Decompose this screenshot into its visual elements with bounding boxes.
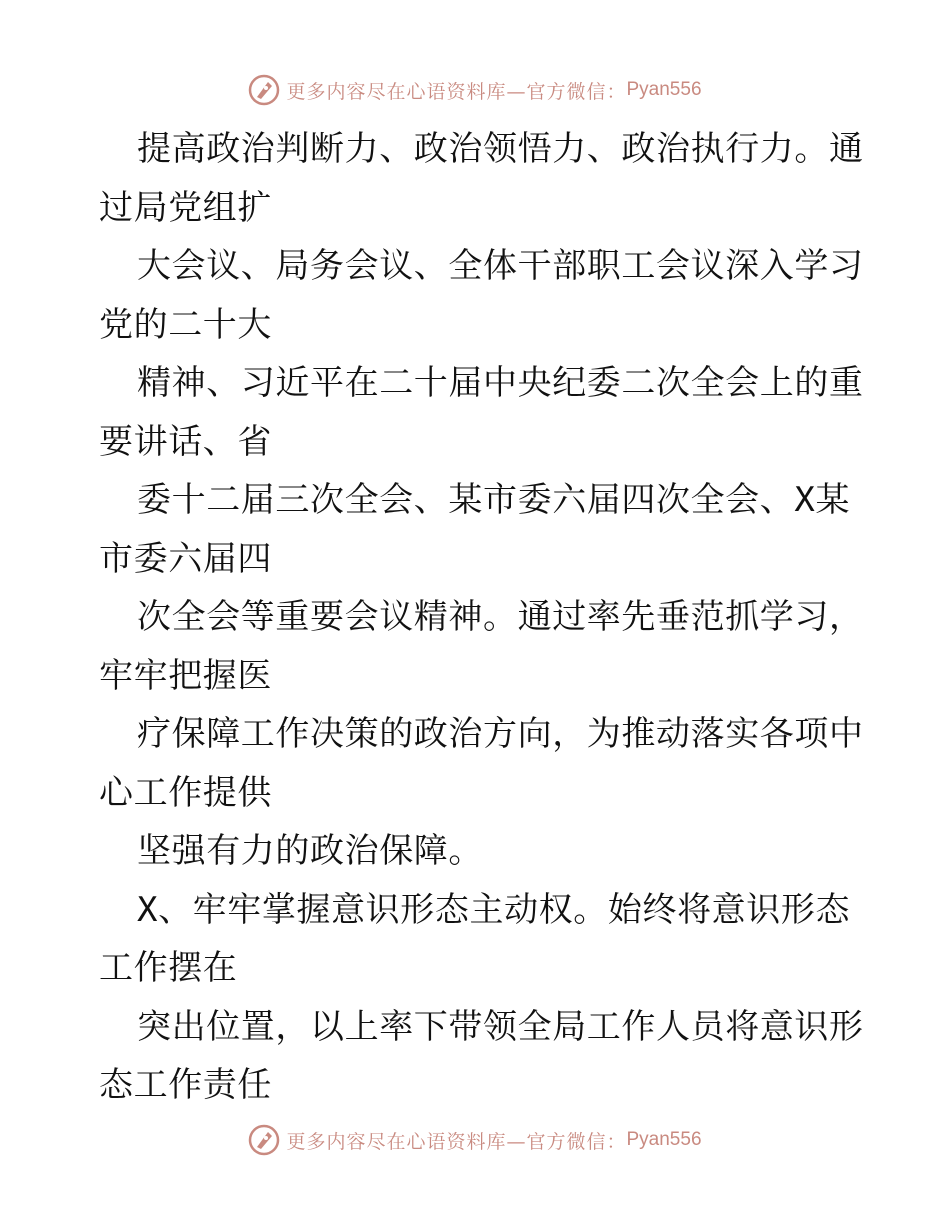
body-line: 大会议、局务会议、全体干部职工会议深入学习 bbox=[137, 246, 864, 286]
watermark-wechat-id: Pyan556 bbox=[626, 1129, 702, 1150]
body-line: 牢牢把握医 bbox=[99, 655, 272, 696]
pen-nib-logo-icon bbox=[248, 74, 280, 106]
watermark-text: 更多内容尽在心语资料库—官方微信： bbox=[286, 1130, 627, 1153]
watermark-header bbox=[0, 70, 950, 110]
pen-nib-logo-icon bbox=[248, 1124, 280, 1156]
watermark-text: 更多内容尽在心语资料库—官方微信： bbox=[286, 80, 627, 103]
body-line: 疗保障工作决策的政治方向，为推动落实各项中 bbox=[137, 714, 864, 754]
body-line: X、牢牢掌握意识形态主动权。始终将意识形态 bbox=[137, 889, 851, 930]
body-line: 次全会等重要会议精神。通过率先垂范抓学习， bbox=[137, 597, 864, 637]
watermark-footer bbox=[0, 1120, 950, 1160]
body-line: 市委六届四 bbox=[99, 538, 272, 579]
body-line: 精神、习近平在二十届中央纪委二次全会上的重 bbox=[137, 363, 864, 403]
body-line: 坚强有力的政治保障。 bbox=[137, 831, 483, 871]
body-line: 态工作责任 bbox=[99, 1065, 272, 1105]
body-line: 要讲话、省 bbox=[99, 421, 272, 462]
body-line: 突出位置，以上率下带领全局工作人员将意识形 bbox=[137, 1006, 864, 1047]
body-line: 过局党组扩 bbox=[99, 187, 272, 228]
document-body bbox=[99, 120, 864, 1115]
body-line: 心工作提供 bbox=[99, 772, 272, 813]
body-line: 工作摆在 bbox=[99, 948, 238, 988]
body-line: 委十二届三次全会、某市委六届四次全会、X某 bbox=[137, 480, 851, 520]
body-line: 党的二十大 bbox=[99, 304, 272, 345]
body-line: 提高政治判断力、政治领悟力、政治执行力。通 bbox=[137, 129, 864, 169]
watermark-wechat-id: Pyan556 bbox=[626, 79, 702, 100]
